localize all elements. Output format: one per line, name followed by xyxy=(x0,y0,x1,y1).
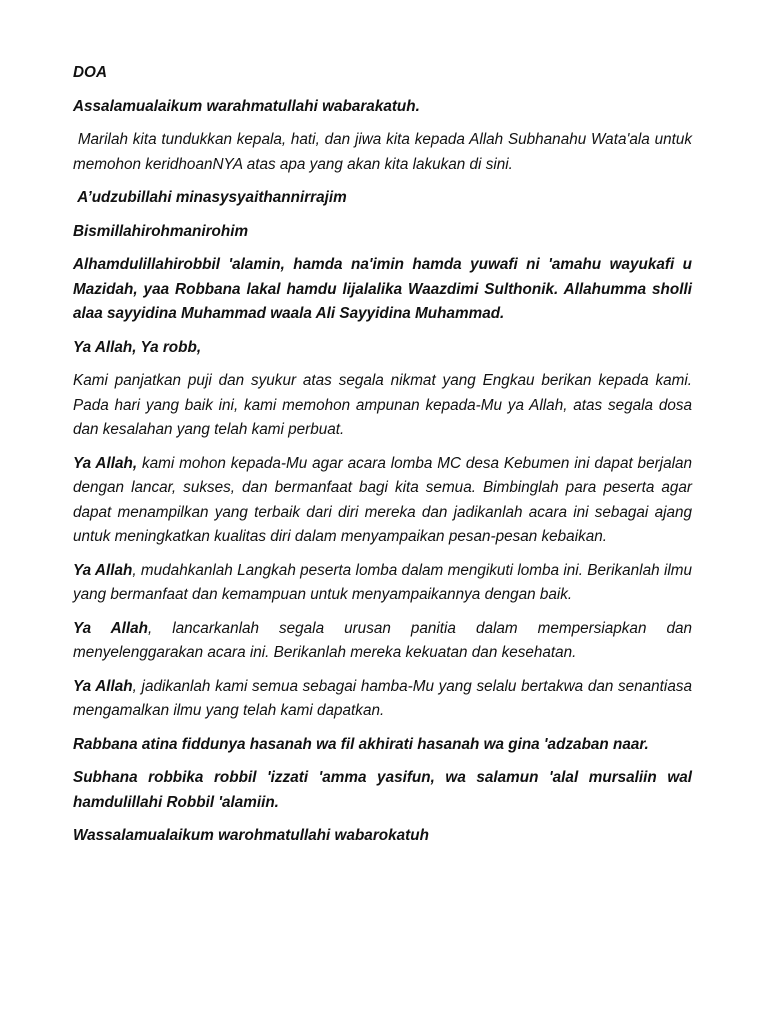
prayer-body: , lancarkanlah segala urusan panitia dalam mempersiapkan dan menyelenggarakan acara ini. Berikanlah mereka kekuatan dan kesehatan. xyxy=(73,619,692,661)
closing-greeting: Wassalamualaikum warohmatullahi wabarokatuh xyxy=(73,827,429,844)
ya-allah-ya-robb-line: Ya Allah, Ya robb, xyxy=(73,338,202,356)
prayer-committee-paragraph xyxy=(73,617,692,666)
document-body xyxy=(73,61,697,858)
prayer-lead: Ya Allah xyxy=(73,677,133,695)
prayer-lead: Ya Allah xyxy=(73,561,133,579)
subhana-paragraph: Subhana robbika robbil 'izzati 'amma yasifun, wa salamun 'alal mursaliin wal hamdulillahi Robbil 'alamiin. xyxy=(73,769,692,811)
hamdalah-paragraph: Alhamdulillahirobbil 'alamin, hamda na'imin hamda yuwafi ni 'amahu wayukafi u Mazidah, yaa Robbana lakal hamdu lijalalika Waazdimi Sulthonik. Allahumma sholli alaa sayyidina Muhammad waala Ali Sayyidina Muhammad. xyxy=(73,256,692,322)
prayer-body: kami mohon kepada-Mu agar acara lomba MC desa Kebumen ini dapat berjalan dengan lancar, sukses, dan bermanfaat bagi kita semua. Bimbinglah para peserta agar dapat menampilkan yang terbaik dari diri mereka dan jadikanlah acara ini sebagai ajang untuk meningkatkan kualitas diri dalam menyampaikan pesan-pesan kebaikan. xyxy=(73,454,692,545)
intro-paragraph: Marilah kita tundukkan kepala, hati, dan jiwa kita kepada Allah Subhanahu Wata'ala untuk memohon keridhoanNYA atas apa yang akan kita lakukan di sini. xyxy=(73,131,697,173)
taawudz-line: A’udzubillahi minasysyaithannirrajim xyxy=(73,189,347,206)
prayer-participants-paragraph xyxy=(73,559,692,608)
prayer-lead: Ya Allah xyxy=(73,619,148,637)
document-title: DOA xyxy=(73,64,107,81)
prayer-body: , mudahkanlah Langkah peserta lomba dalam mengikuti lomba ini. Berikanlah ilmu yang bermanfaat dan kemampuan untuk menyampaikannya dengan baik. xyxy=(73,561,692,603)
basmalah-line: Bismillahirohmanirohim xyxy=(73,222,249,240)
prayer-event-paragraph xyxy=(73,452,692,550)
prayer-devotion-paragraph xyxy=(73,675,692,724)
rabbana-paragraph: Rabbana atina fiddunya hasanah wa fil akhirati hasanah wa gina 'adzaban naar. xyxy=(73,735,649,753)
prayer-body: , jadikanlah kami semua sebagai hamba-Mu yang selalu bertakwa dan senantiasa mengamalkan ilmu yang telah kami dapatkan. xyxy=(73,677,692,719)
prayer-lead: Ya Allah, xyxy=(73,454,138,472)
praise-paragraph: Kami panjatkan puji dan syukur atas segala nikmat yang Engkau berikan kepada kami. Pada hari yang baik ini, kami memohon ampunan kepada-Mu ya Allah, atas segala dosa dan kesalahan yang telah kami perbuat. xyxy=(73,372,692,438)
opening-greeting: Assalamualaikum warahmatullahi wabarakatuh. xyxy=(73,97,420,115)
